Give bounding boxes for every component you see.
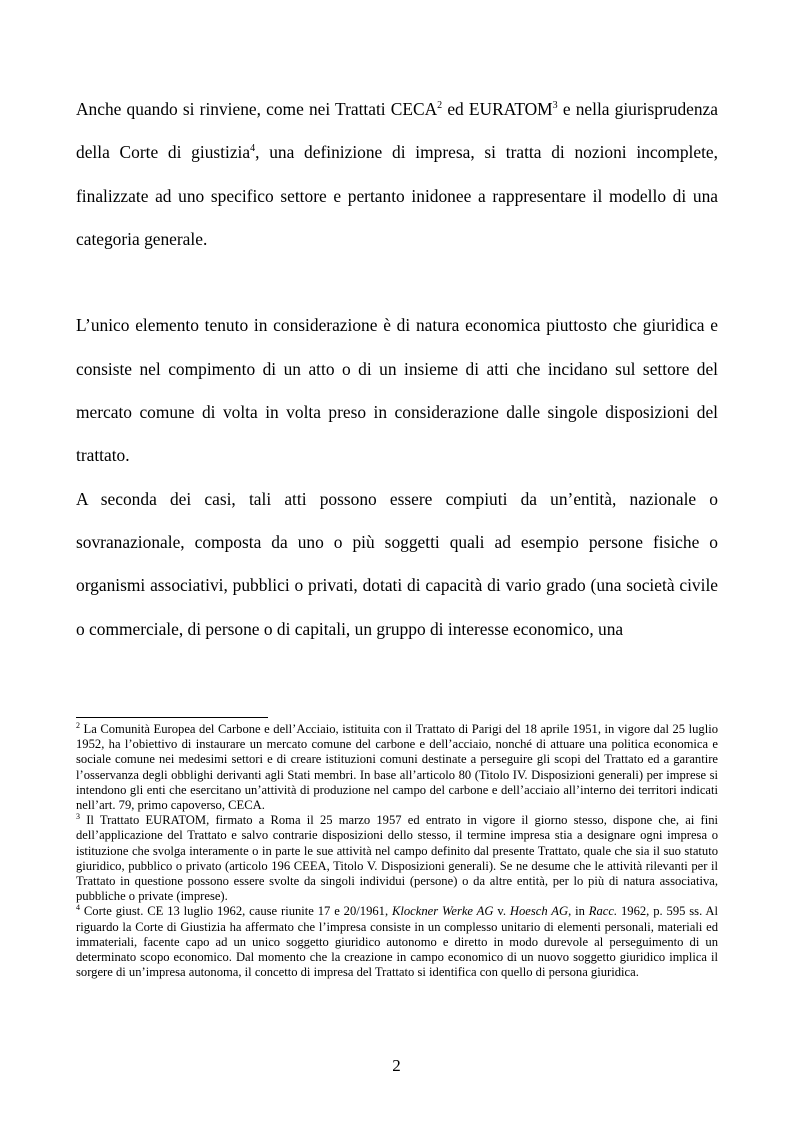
footnote-2-text: La Comunità Europea del Carbone e dell’Acciaio, istituita con il Trattato di Parigi del 18 aprile 1951, in vigore dal 25 luglio 1952, ha l’obiettivo di instaurare un mercato comune del carbone e dell’acciaio, nonché di attuare una politica economica e sociale comune nei medesimi settori e di creare istituzioni comuni destinate a perseguire gli scopi del Trattato ed a garantire l’osservanza degli obblighi derivanti agli Stati membri. In base all’articolo 80 (Titolo IV. Disposizioni generali) per imprese si intendono gli enti che esercitano un’attività di produzione nel campo del carbone e dell’acciaio all’interno dei territori indicati nell’art. 79, primo capoverso, CECA. <box>76 722 718 813</box>
footnote-3 <box>76 813 718 904</box>
footnote-4-text-b: , in <box>568 904 589 919</box>
p1-text-c: e nella giurisprudenza della Corte di giustizia <box>76 99 718 163</box>
footnote-4-reporter: Racc. <box>588 904 618 919</box>
footnote-ref-4[interactable]: 4 <box>250 143 256 155</box>
footnote-ref-2[interactable]: 2 <box>437 100 443 112</box>
footnote-ref-3[interactable]: 3 <box>552 100 558 112</box>
footnote-4-party-1: Klockner Werke AG <box>391 904 494 919</box>
footnote-4-versus: v. <box>493 904 510 919</box>
footnote-4-party-2: Hoesch AG <box>509 904 569 919</box>
p1-text-a: Anche quando si rinviene, come nei Trattati CECA <box>76 99 438 119</box>
footnotes <box>76 722 718 980</box>
p1-text-d: , una definizione di impresa, si tratta di nozioni incomplete, finalizzate ad uno specifico settore e pertanto inidonee a rappresentare il modello di una categoria generale. <box>76 142 718 249</box>
p1-text-b: ed EURATOM <box>442 99 553 119</box>
footnote-3-number: 3 <box>76 812 80 822</box>
footnote-4 <box>76 904 718 980</box>
footnote-4-number: 4 <box>76 903 80 913</box>
page-number: 2 <box>392 1056 401 1075</box>
footnote-2-number: 2 <box>76 720 80 730</box>
footnote-3-text: Il Trattato EURATOM, firmato a Roma il 25 marzo 1957 ed entrato in vigore il giorno stesso, dispone che, ai fini dell’applicazione del Trattato e salvo contrarie disposizioni dello stesso, il termine impresa stia a designare ogni impresa o istituzione che svolga interamente o in parte le sue attività nel campo definito dal presente Trattato, quale che sia il suo statuto giuridico, pubblico o privato (articolo 196 CEEA, Titolo V. Disposizioni generali). Se ne desume che le attività rilevanti per il Trattato in questione possono essere svolte da singoli individui (persone) o da altre entità, per lo più di natura associativa, pubbliche o private (imprese). <box>76 813 718 904</box>
paragraph-3: A seconda dei casi, tali atti possono essere compiuti da un’entità, nazionale o sovranazionale, composta da uno o più soggetti quali ad esempio persone fisiche o organismi associativi, pubblici o privati, dotati di capacità di vario grado (una società civile o commerciale, di persone o di capitali, un gruppo di interesse economico, una <box>76 488 718 639</box>
footnote-separator <box>76 717 268 718</box>
footnote-2 <box>76 722 718 813</box>
paragraph-2: L’unico elemento tenuto in considerazione è di natura economica piuttosto che giuridica e consiste nel compimento di un atto o di un insieme di atti che incidano sul settore del mercato comune di volta in volta preso in considerazione dalle singole disposizioni del trattato. <box>76 315 718 466</box>
footnote-4-text-a: Corte giust. CE 13 luglio 1962, cause riunite 17 e 20/1961, <box>80 904 392 919</box>
footnote-4-text-c: 1962, p. 595 ss. Al riguardo la Corte di Giustizia ha affermato che l’impresa consiste in un complesso unitario di elementi personali, materiali ed immateriali, facente capo ad un unico soggetto giuridico autonomo e diretto in modo durevole al perseguimento di un determinato scopo economico. Dal momento che la creazione in campo economico di un nuovo soggetto giuridico implica il sorgere di un’impresa autonoma, il concetto di impresa del Trattato si identifica con quello di persona giuridica. <box>76 904 719 980</box>
main-text <box>76 88 718 651</box>
paragraph-1 <box>76 88 718 261</box>
